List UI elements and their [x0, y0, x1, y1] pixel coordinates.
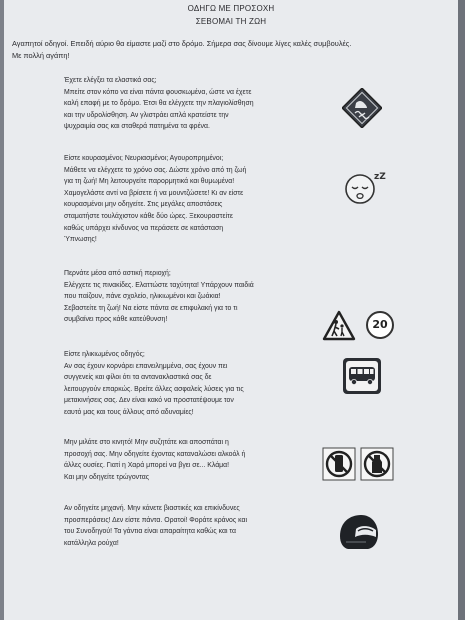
section-line: σταματήστε τουλάχιστον κάθε δύο ώρες. Ξεκουραστείτε — [64, 212, 233, 220]
section-line: Αν οδηγείτε μηχανή. Μην κάνετε βιαστικές και επικίνδυνες — [64, 505, 240, 512]
notice-sheet — [4, 0, 458, 620]
section-line: Αν σας έχουν κορνάρει επανειλημμένα, σας έχουν πει — [64, 362, 228, 370]
section-line: Μάθετε να ελέγχετε το χρόνο σας. Δώστε χρόνο από τη ζωή — [64, 166, 247, 174]
section-line: για τη ζωή! Μη λειτουργείτε παρορμητικά και θυμωμένα! — [64, 178, 235, 186]
helmet-icon — [336, 512, 380, 552]
pedestrians-sign-icon — [322, 310, 356, 342]
section-line: Ελέγχετε τις πινακίδες. Ελαττώστε ταχύτητα! Υπάρχουν παιδιά — [64, 281, 254, 289]
section-elderly — [64, 349, 354, 419]
section-line: Έχετε ελέγξει τα ελαστικά σας; — [64, 77, 157, 84]
section-line: Σεβαστείτε τη ζωή! Να είστε πάντα σε επιφυλακή για το τι — [64, 304, 238, 312]
snore-text: zZ — [374, 172, 386, 182]
section-line: προσπεράσεις! Δεν είστε πάντα. Ορατοί! Φοράτε κράνος και — [64, 516, 247, 524]
page-title: ΟΔΗΓΩ ΜΕ ΠΡΟΣΟΧΗ — [187, 4, 275, 13]
section-line: συγγενείς και φίλοι ότι τα αντανακλαστικά σας δε — [64, 374, 212, 382]
section-line: του Συνοδηγού! Τα γάντια είναι απαραίτητα καθώς και τα — [64, 528, 237, 536]
section-line: Χαμογελάστε αντί να βρίσετε ή να μουντζώσετε! Κι αν είστε — [64, 189, 244, 197]
section-line: κουρασμένοι μην οδηγείτε. Στις μεγάλες αποστάσεις — [64, 201, 223, 209]
section-line: ψυχραιμία σας και σταθερά πατημένα τα φρένα. — [64, 123, 210, 131]
section-line: καθώς υπάρχει κίνδυνος να περάσετε σε κατάσταση — [64, 224, 224, 232]
section-line: κατάλληλα ρούχα! — [64, 539, 119, 547]
section-urban — [64, 268, 354, 326]
section-line: μετακινήσεις σας. Δεν είναι κακό να προστατέψουμε τον — [64, 397, 234, 405]
section-line: που παίζουν, πάνε σχολείο, ηλικιωμένοι και ζωάκια! — [64, 293, 221, 301]
section-line: εαυτό μας και τους άλλους από αδυναμίες! — [64, 408, 194, 416]
section-line: Μην μιλάτε στο κινητό! Μην συζητάτε και αποσπάται η — [64, 439, 229, 446]
no-phone-icon — [322, 447, 356, 481]
sleepy-face-icon — [340, 168, 390, 206]
section-line: άλλες ουσίες. Γιατί η Χαρά μπορεί να βγει σε... Κλάμα! — [64, 462, 230, 470]
intro-line: Με πολλή αγάπη! — [12, 51, 70, 60]
bus-icon — [342, 357, 382, 395]
speed-limit-value: 20 — [372, 318, 388, 331]
section-fatigue — [64, 153, 354, 246]
slippery-road-icon — [342, 88, 382, 128]
section-line: καλή επαφή με το δρόμο. Έτσι θα ελέγχετε την πλαγιολίσθηση — [64, 100, 254, 108]
section-distraction — [64, 437, 354, 483]
intro-line: Αγαπητοί οδηγοί. Επειδή αύριο θα είμαστε μαζί στο δρόμο. Σήμερα σας δίνουμε λίγες καλές συμβουλές. — [12, 39, 352, 48]
section-line: Ύπνωσης! — [64, 236, 97, 244]
section-motorcycle — [64, 503, 354, 549]
section-line: και την υδρολίσθηση. Αν γλιστράει απλά κρατείστε την — [64, 111, 229, 119]
section-line: προσοχή σας. Μην οδηγείτε έχοντας καταναλώσει αλκοόλ ή — [64, 450, 246, 458]
section-line: συμβαίνει προς κάθε κατεύθυνση! — [64, 316, 168, 324]
speed-limit-sign-icon — [366, 311, 394, 339]
section-line: Είστε κουρασμένοι; Νευριασμένοι; Αγουροπρημένοι; — [64, 155, 224, 162]
section-line: Μπείτε στον κόπο να είναι πάντα φουσκωμένα, ώστε να έχετε — [64, 88, 252, 96]
section-line: Είστε ηλικιωμένος οδηγός; — [64, 351, 145, 358]
no-alcohol-icon — [360, 447, 394, 481]
section-line: Περνάτε μέσα από αστική περιοχή; — [64, 270, 171, 277]
section-tyres — [64, 75, 354, 133]
page-subtitle: ΣΕΒΟΜΑΙ ΤΗ ΖΩΗ — [195, 17, 267, 26]
section-line: Και μην οδηγείτε τρώγοντας — [64, 473, 150, 481]
intro-text — [12, 38, 452, 62]
section-line: λειτουργούν επαρκώς. Βρείτε άλλες ασφαλείς λύσεις για τις — [64, 385, 244, 393]
